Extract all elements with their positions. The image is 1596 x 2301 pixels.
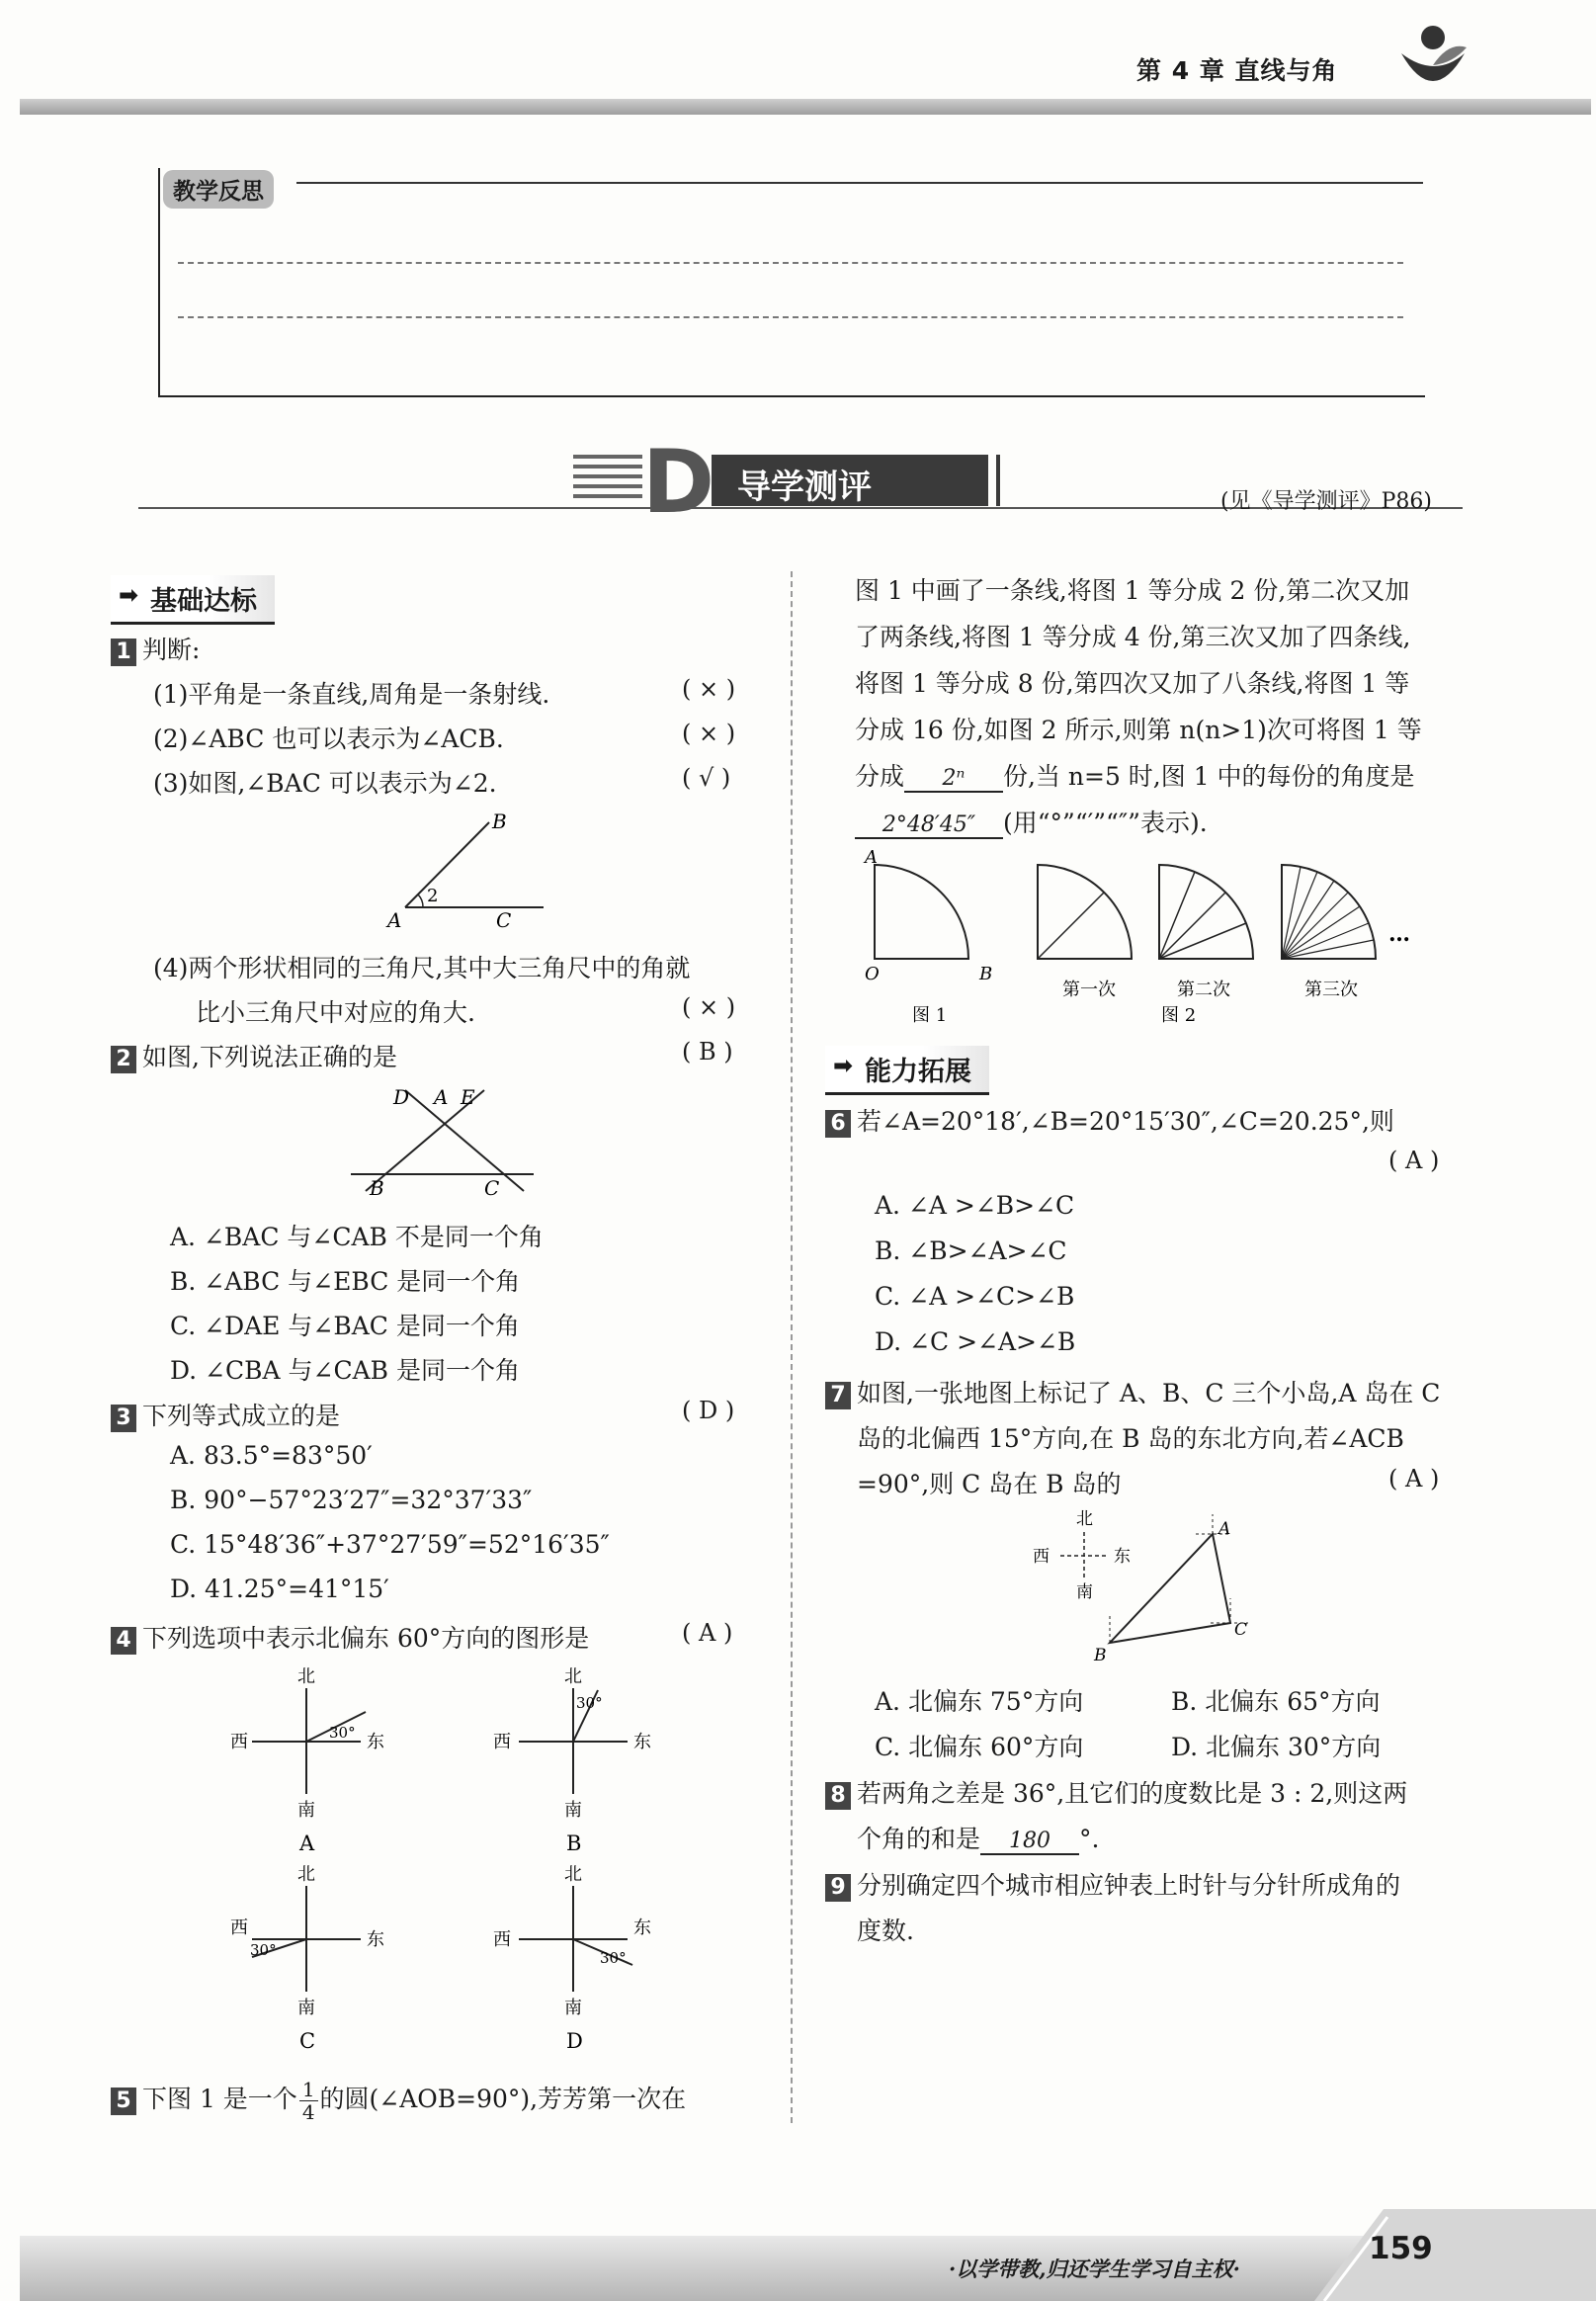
text: °. bbox=[1079, 1825, 1100, 1853]
q7-line: 岛的北偏西 15°方向,在 B 岛的东北方向,若∠ACB bbox=[857, 1424, 1404, 1453]
question-stem: 下列等式成立的是 bbox=[142, 1402, 341, 1430]
question-stem: 若两角之差是 36°,且它们的度数比是 3 : 2,则这两 bbox=[857, 1779, 1408, 1808]
q6-option-b: B. ∠B>∠A>∠C bbox=[875, 1236, 1067, 1265]
q6-option-c: C. ∠A >∠C>∠B bbox=[875, 1282, 1075, 1311]
question-number: 8 bbox=[825, 1782, 851, 1810]
question-number: 9 bbox=[825, 1874, 851, 1902]
fig-caption: 图 2 bbox=[1161, 1005, 1197, 1026]
text: 份,当 n=5 时,图 1 中的每份的角度是 bbox=[1003, 762, 1415, 791]
q8-line2 bbox=[857, 1820, 1099, 1855]
compass-label: 北 bbox=[564, 1666, 582, 1687]
q2-option-c: C. ∠DAE 与∠BAC 是同一个角 bbox=[170, 1312, 520, 1340]
q4-compass-b bbox=[489, 1661, 667, 1858]
q7-option-b: B. 北偏东 65°方向 bbox=[1171, 1687, 1381, 1716]
q5-cont-line: 了两条线,将图 1 等分成 4 份,第三次又加了四条线, bbox=[855, 623, 1411, 651]
q5-cont-line: 图 1 中画了一条线,将图 1 等分成 2 份,第二次又加 bbox=[855, 576, 1410, 605]
option-label: D bbox=[566, 2029, 583, 2053]
text: 个角的和是 bbox=[857, 1825, 981, 1853]
text: 分成 bbox=[855, 762, 905, 791]
question-stem: 下列选项中表示北偏东 60°方向的图形是 bbox=[142, 1624, 590, 1653]
question-stem: 判断: bbox=[142, 636, 201, 664]
fraction-numerator: 1 bbox=[299, 2079, 318, 2101]
option-label: B bbox=[566, 1832, 582, 1855]
q3-option-d: D. 41.25°=41°15′ bbox=[170, 1575, 389, 1603]
compass-label: 北 bbox=[297, 1666, 315, 1687]
ability-label bbox=[825, 1046, 989, 1095]
q3-option-a: A. 83.5°=83°50′ bbox=[170, 1441, 373, 1470]
q7-answer: ( A ) bbox=[1388, 1465, 1440, 1492]
column-divider bbox=[791, 571, 793, 2123]
q9-line2: 度数. bbox=[857, 1917, 914, 1945]
q2-option-a: A. ∠BAC 与∠CAB 不是同一个角 bbox=[170, 1223, 544, 1251]
compass-label: 南 bbox=[297, 1998, 315, 2018]
compass-label: 东 bbox=[1114, 1547, 1131, 1567]
q5-cont-line: 分成 16 份,如图 2 所示,则第 n(n>1)次可将图 1 等 bbox=[855, 716, 1422, 744]
compass-label: 南 bbox=[1076, 1582, 1093, 1602]
fig-label: A bbox=[387, 908, 402, 929]
fig-label: B bbox=[1094, 1646, 1107, 1665]
q1-item-2: (2)∠ABC 也可以表示为∠ACB. bbox=[153, 724, 504, 753]
question-number: 4 bbox=[111, 1627, 136, 1655]
reflection-line bbox=[178, 262, 1403, 264]
compass-label: 西 bbox=[1033, 1547, 1050, 1567]
compass-angle: 30° bbox=[600, 1949, 627, 1967]
q1-answer-3: ( √ ) bbox=[682, 764, 731, 792]
q1-item-1: (1)平角是一条直线,周角是一条射线. bbox=[153, 680, 550, 709]
compass-label: 东 bbox=[633, 1918, 651, 1938]
compass-label: 南 bbox=[564, 1800, 582, 1821]
q1-answer-1: ( × ) bbox=[682, 675, 736, 703]
q6-option-a: A. ∠A >∠B>∠C bbox=[875, 1191, 1075, 1220]
fig-label: C bbox=[1234, 1620, 1248, 1640]
q4-compass-d bbox=[489, 1858, 667, 2056]
q7-line: =90°,则 C 岛在 B 岛的 bbox=[857, 1470, 1122, 1498]
question-6 bbox=[825, 1102, 1394, 1138]
fig-label: C bbox=[496, 908, 512, 929]
basic-label bbox=[111, 575, 275, 625]
q7-map-figure bbox=[1023, 1504, 1280, 1667]
option-label: C bbox=[299, 2029, 316, 2053]
fig-label: E bbox=[461, 1085, 475, 1109]
q5-line6 bbox=[855, 804, 1208, 839]
fig-label: A bbox=[1218, 1519, 1231, 1539]
footer-page-tab bbox=[1314, 2209, 1596, 2301]
compass-label: 东 bbox=[367, 1929, 384, 1950]
header-band bbox=[20, 99, 1591, 115]
fig-caption: 第一次 bbox=[1062, 980, 1116, 1000]
question-9 bbox=[825, 1866, 1400, 1902]
question-3 bbox=[111, 1397, 340, 1432]
fig-label: B bbox=[979, 964, 993, 984]
basic-label-text: 基础达标 bbox=[150, 586, 257, 617]
page-number: 159 bbox=[1369, 2231, 1433, 2266]
compass-label: 西 bbox=[493, 1732, 511, 1752]
compass-angle: 30° bbox=[329, 1724, 356, 1742]
reflection-box bbox=[158, 168, 1425, 397]
question-stem: 若∠A=20°18′,∠B=20°15′30″,∠C=20.25°,则 bbox=[857, 1107, 1394, 1136]
answer-blank: 180 bbox=[980, 1829, 1079, 1855]
q7-option-a: A. 北偏东 75°方向 bbox=[875, 1687, 1084, 1716]
q3-option-c: C. 15°48′36″+37°27′59″=52°16′35″ bbox=[170, 1530, 610, 1559]
compass-label: 北 bbox=[297, 1864, 315, 1885]
section-title: 导学测评 bbox=[737, 468, 872, 507]
section-letter: D bbox=[642, 431, 715, 533]
q1-item-3: (3)如图,∠BAC 可以表示为∠2. bbox=[153, 769, 497, 798]
compass-label: 西 bbox=[493, 1929, 511, 1950]
compass-label: 西 bbox=[230, 1732, 248, 1752]
reflection-line bbox=[178, 316, 1403, 318]
fig-label: C bbox=[484, 1176, 500, 1200]
q3-option-b: B. 90°−57°23′27″=32°37′33″ bbox=[170, 1486, 533, 1514]
fig-caption: 第三次 bbox=[1304, 980, 1358, 1000]
answer-blank: 2°48′45″ bbox=[855, 812, 1003, 839]
section-reference: (见《导学测评》P86) bbox=[1220, 489, 1432, 514]
q5-quarter-circle-figures bbox=[855, 845, 1428, 1033]
q2-triangle-figure bbox=[346, 1082, 544, 1201]
question-number: 1 bbox=[111, 639, 136, 666]
compass-angle: 30° bbox=[250, 1941, 277, 1959]
question-number: 3 bbox=[111, 1405, 136, 1432]
reflection-top-rule bbox=[296, 182, 1423, 184]
q4-answer: ( A ) bbox=[682, 1619, 733, 1647]
q5-cont-line: 将图 1 等分成 8 份,第四次又加了八条线,将图 1 等 bbox=[855, 669, 1410, 698]
brand-logo-icon bbox=[1393, 20, 1472, 99]
answer-blank: 2ⁿ bbox=[904, 766, 1003, 793]
q7-option-c: C. 北偏东 60°方向 bbox=[875, 1733, 1084, 1761]
question-stem: 分别确定四个城市相应钟表上时针与分针所成角的 bbox=[857, 1871, 1401, 1900]
question-stem: 下图 1 是一个 bbox=[142, 2085, 297, 2113]
fig-label: 2 bbox=[427, 886, 439, 906]
q1-answer-4: ( × ) bbox=[682, 993, 736, 1021]
q3-answer: ( D ) bbox=[682, 1397, 735, 1424]
fig-label: O bbox=[865, 964, 880, 984]
compass-label: 东 bbox=[367, 1732, 384, 1752]
question-stem: 如图,一张地图上标记了 A、B、C 三个小岛,A 岛在 C bbox=[857, 1379, 1441, 1407]
question-8 bbox=[825, 1774, 1407, 1810]
q6-answer: ( A ) bbox=[1388, 1147, 1440, 1174]
option-label: A bbox=[299, 1832, 315, 1855]
q1-item-4-line2: 比小三角尺中对应的角大. bbox=[196, 998, 475, 1027]
question-4 bbox=[111, 1619, 589, 1655]
fig-caption: 图 1 bbox=[912, 1005, 948, 1026]
question-stem: 如图,下列说法正确的是 bbox=[142, 1043, 397, 1071]
compass-label: 北 bbox=[564, 1864, 582, 1885]
q5-line5 bbox=[855, 757, 1415, 793]
compass-label: 北 bbox=[1076, 1509, 1093, 1529]
question-7 bbox=[825, 1374, 1440, 1409]
header-bleed-area bbox=[20, 0, 1127, 99]
q2-option-d: D. ∠CBA 与∠CAB 是同一个角 bbox=[170, 1356, 520, 1385]
reflection-label: 教学反思 bbox=[163, 170, 274, 209]
question-number: 2 bbox=[111, 1046, 136, 1073]
compass-angle: 30° bbox=[576, 1694, 603, 1712]
q2-option-b: B. ∠ABC 与∠EBC 是同一个角 bbox=[170, 1267, 521, 1296]
compass-label: 南 bbox=[297, 1800, 315, 1821]
compass-label: 南 bbox=[564, 1998, 582, 2018]
question-number: 5 bbox=[111, 2088, 136, 2115]
question-5 bbox=[111, 2079, 686, 2123]
q2-answer: ( B ) bbox=[682, 1038, 733, 1065]
compass-label: 西 bbox=[230, 1918, 248, 1938]
fraction-denominator: 4 bbox=[301, 2100, 315, 2124]
fig-caption: 第二次 bbox=[1177, 980, 1230, 1000]
q1-answer-2: ( × ) bbox=[682, 720, 736, 747]
question-stem: 的圆(∠AOB=90°),芳芳第一次在 bbox=[319, 2085, 687, 2113]
q6-option-d: D. ∠C >∠A>∠B bbox=[875, 1327, 1076, 1356]
text: (用“°”“′”“″”表示). bbox=[1003, 809, 1208, 837]
arrow-icon: ➡ bbox=[119, 581, 139, 609]
fig-label: B bbox=[492, 810, 507, 833]
q4-compass-c bbox=[222, 1858, 400, 2056]
q1-angle-figure bbox=[376, 810, 553, 929]
fig-label: A bbox=[434, 1085, 449, 1109]
question-2 bbox=[111, 1038, 397, 1073]
ability-label-text: 能力拓展 bbox=[865, 1057, 971, 1087]
fig-label: B bbox=[370, 1176, 384, 1200]
question-number: 6 bbox=[825, 1110, 851, 1138]
compass-label: 东 bbox=[633, 1732, 651, 1752]
chapter-title: 第 4 章 直线与角 bbox=[1136, 56, 1338, 85]
fig-label: D bbox=[393, 1085, 410, 1109]
footer-motto: ·以学带教,归还学生学习自主权· bbox=[949, 2257, 1240, 2281]
fraction bbox=[299, 2079, 318, 2123]
fig-ellipsis: … bbox=[1388, 921, 1410, 947]
q7-option-d: D. 北偏东 30°方向 bbox=[1171, 1733, 1382, 1761]
question-number: 7 bbox=[825, 1382, 851, 1409]
q4-compass-a bbox=[222, 1661, 400, 1858]
fig-label: A bbox=[865, 847, 878, 868]
q1-item-4-line1: (4)两个形状相同的三角尺,其中大三角尺中的角就 bbox=[153, 954, 691, 982]
arrow-icon: ➡ bbox=[833, 1052, 854, 1079]
question-1 bbox=[111, 631, 200, 666]
